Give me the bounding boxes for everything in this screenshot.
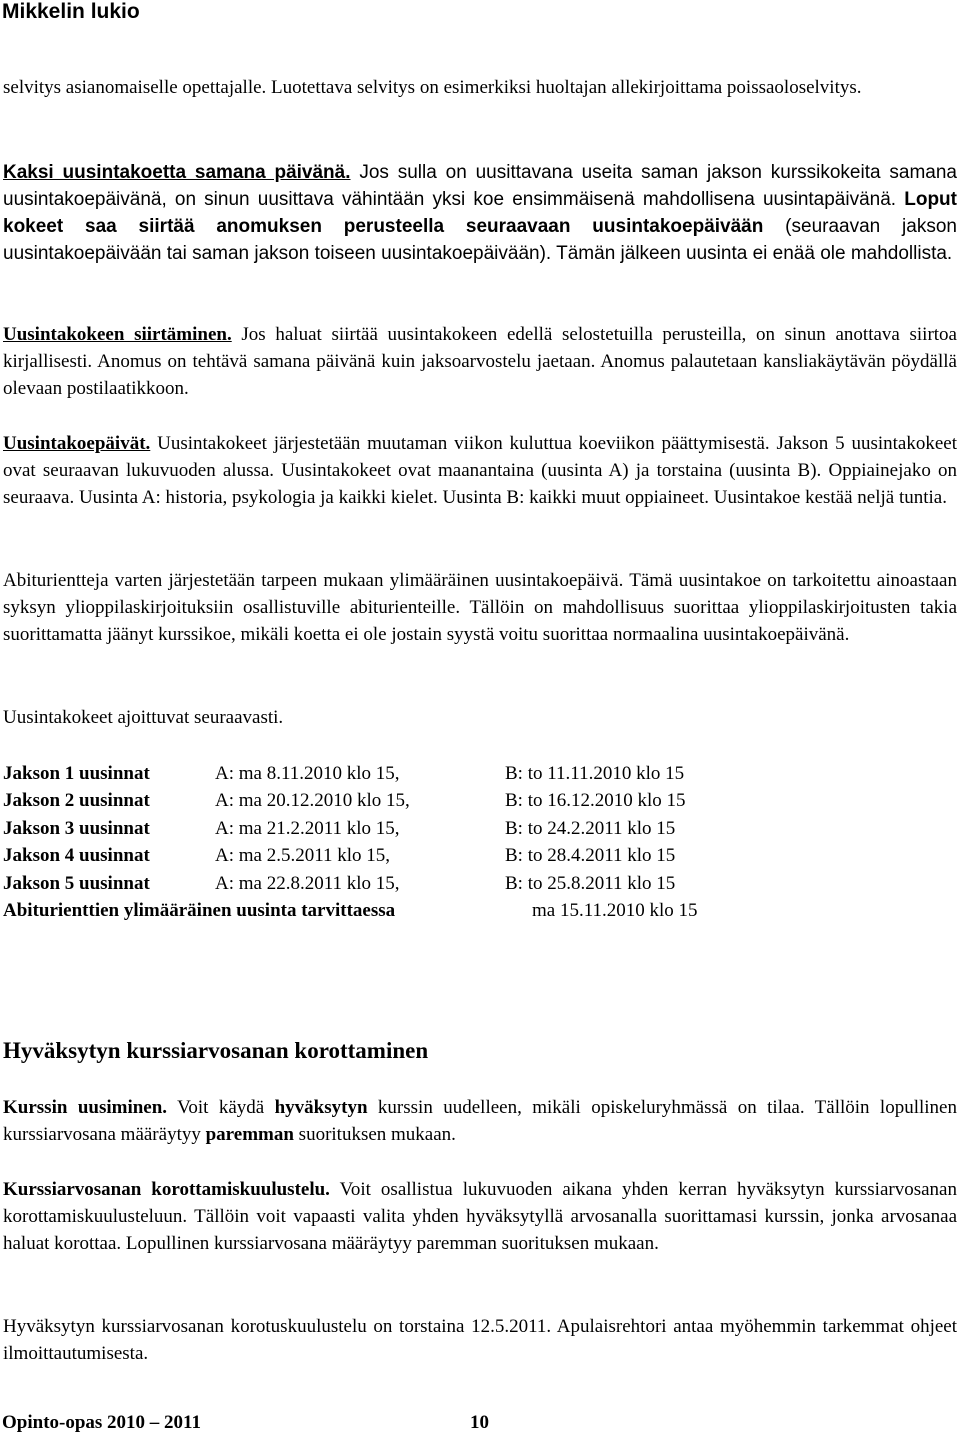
transfer-text: Jos haluat siirtää uusintakokeen edellä selostetuilla perusteilla, on sinun anottava siirtoa kirjallisesti. Anomus on tehtävä samana päivänä kuin jaksoarvostelu jaetaan. Anomus palautetaan kansliakäytävän pöydällä olevaan postilaatikkoon. — [3, 324, 957, 399]
schedule-row-a: A: ma 8.11.2010 klo 15, — [215, 763, 400, 784]
grade-exam-paragraph — [3, 1176, 957, 1257]
schedule-row-label: Jakson 1 uusinnat — [3, 763, 150, 784]
grade-exam-date-paragraph — [3, 1313, 957, 1367]
schedule-row-a: A: ma 20.12.2010 klo 15, — [215, 790, 410, 811]
schedule-intro — [3, 704, 957, 731]
schedule-row — [3, 760, 957, 787]
footer-title: Opinto-opas 2010 – 2011 — [2, 1412, 202, 1433]
schedule-row — [3, 815, 957, 842]
transfer-heading: Uusintakokeen siirtäminen. — [3, 324, 232, 345]
schedule-row-b: B: to 24.2.2011 klo 15 — [505, 818, 676, 839]
page-number: 10 — [470, 1412, 489, 1433]
two-exams-text-2: (seuraavan jakson uusintakoepäivään tai saman jakson toiseen uusintakoepäivään). Tämän jälkeen uusinta ei enää ole mahdollista. — [3, 216, 957, 264]
days-paragraph — [3, 430, 957, 511]
section-title: Hyväksytyn kurssiarvosanan korottaminen — [3, 1038, 429, 1063]
schedule-row-b: B: to 11.11.2010 klo 15 — [505, 763, 685, 784]
schedule-row — [3, 870, 957, 897]
retake-text-2: kurssin uudelleen, mikäli opiskeluryhmässä on tilaa. Tällöin lopullinen kurssiarvosana määräytyy — [3, 1097, 957, 1145]
schedule-row-label: Jakson 4 uusinnat — [3, 845, 150, 866]
graduates-text: Abiturientteja varten järjestetään tarpeen mukaan ylimääräinen uusintakoepäivä. Tämä uusintakoe on tarkoitettu ainoastaan syksyn ylioppilaskirjoituksiin osallistuville abiturienteille. Tällöin on mahdollisuus suorittaa ylioppilaskirjoitusten takia suorittamatta jäänyt kurssikoe, mikäli koetta ei ole jostain syystä voitu suorittaa normaalina uusintakoepäivänä. — [3, 570, 957, 645]
days-text: Uusintakokeet järjestetään muutaman viikon kuluttua koeviikon päättymisestä. Jakson 5 uusintakokeet ovat seuraavan lukuvuoden alussa. Uusintakokeet ovat maanantaina (uusinta A) ja torstaina (uusinta B). Oppiainejako on seuraava. Uusinta A: historia, psykologia ja kaikki kielet. Uusinta B: kaikki muut oppiaineet. Uusintakoe kestää neljä tuntia. — [3, 433, 957, 508]
two-exams-text: Jos sulla on uusittavana useita saman jakson kurssikokeita samana uusintakoepäivänä, on sinun uusittava vähintään yksi koe ensimmäisenä mahdollisena uusintapäivänä. — [3, 162, 957, 210]
grade-exam-heading: Kurssiarvosanan korottamiskuulustelu. — [3, 1179, 330, 1200]
two-exams-paragraph — [3, 159, 957, 267]
schedule-row — [3, 787, 957, 814]
schedule-row-label: Jakson 3 uusinnat — [3, 818, 150, 839]
schedule-intro-text: Uusintakokeet ajoittuvat seuraavasti. — [3, 707, 284, 728]
schedule-row-b: B: to 25.8.2011 klo 15 — [505, 873, 676, 894]
days-heading: Uusintakoepäivät. — [3, 433, 151, 454]
schedule-row-special — [3, 897, 957, 924]
retake-text-3: suorituksen mukaan. — [293, 1124, 456, 1145]
intro-paragraph — [3, 74, 957, 101]
schedule-row-label: Jakson 2 uusinnat — [3, 790, 150, 811]
schedule-special-date: ma 15.11.2010 klo 15 — [532, 900, 698, 921]
grade-exam-text: Voit osallistua lukuvuoden aikana yhden kerran hyväksytyn kurssiarvosanan korottamiskuulusteluun. Tällöin voit vapaasti valita yhden hyväksytyllä arvosanalla suorittamasi kurssin, jonka arvosanaa haluat korottaa. Lopullinen kurssiarvosana määräytyy paremman suorituksen mukaan. — [3, 1179, 957, 1254]
grade-exam-date-text: Hyväksytyn kurssiarvosanan korotuskuulustelu on torstaina 12.5.2011. Apulaisrehtori antaa myöhemmin tarkemmat ohjeet ilmoittautumisesta. — [3, 1316, 957, 1364]
two-exams-bold: Loput kokeet saa siirtää anomuksen perusteella seuraavaan uusintakoepäivään — [3, 189, 957, 237]
retake-paragraph — [3, 1094, 957, 1148]
intro-text: selvitys asianomaiselle opettajalle. Luotettava selvitys on esimerkiksi huoltajan allekirjoittama poissaoloselvitys. — [3, 77, 862, 98]
graduates-paragraph — [3, 567, 957, 648]
retake-bold-1: hyväksytyn — [274, 1097, 368, 1118]
schedule-row-a: A: ma 22.8.2011 klo 15, — [215, 873, 400, 894]
transfer-paragraph — [3, 321, 957, 402]
retake-heading: Kurssin uusiminen. — [3, 1097, 168, 1118]
schedule-row-b: B: to 16.12.2010 klo 15 — [505, 790, 686, 811]
two-exams-heading: Kaksi uusintakoetta samana päivänä. — [3, 162, 351, 183]
schedule-row-a: A: ma 21.2.2011 klo 15, — [215, 818, 400, 839]
schedule-special-label: Abiturienttien ylimääräinen uusinta tarvittaessa — [3, 900, 396, 921]
schedule-row-b: B: to 28.4.2011 klo 15 — [505, 845, 676, 866]
schedule-row-a: A: ma 2.5.2011 klo 15, — [215, 845, 391, 866]
schedule-row — [3, 842, 957, 869]
schedule-row-label: Jakson 5 uusinnat — [3, 873, 150, 894]
retake-bold-2: paremman — [205, 1124, 294, 1145]
retake-text-1: Voit käydä — [167, 1097, 275, 1118]
page-footer — [2, 1409, 489, 1437]
page-header: Mikkelin lukio — [2, 0, 140, 23]
